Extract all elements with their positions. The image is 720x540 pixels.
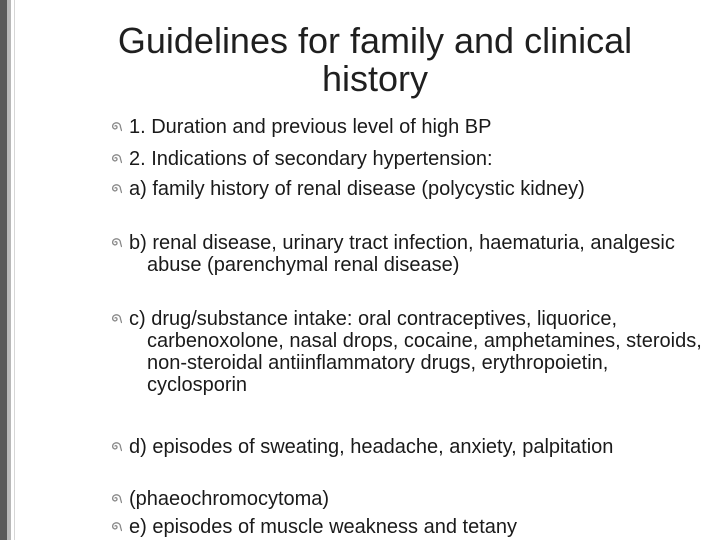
bullet-text: d) episodes of sweating, headache, anxiety, palpitation bbox=[129, 436, 614, 458]
swirl-bullet-icon bbox=[110, 441, 122, 453]
bullet-item bbox=[129, 232, 709, 276]
bullet-text: (phaeochromocytoma) bbox=[129, 488, 330, 510]
bullet-text: 1. Duration and previous level of high BP bbox=[129, 116, 492, 138]
bullet-item bbox=[129, 436, 709, 458]
frame-bar-dark bbox=[0, 0, 7, 540]
swirl-bullet-icon bbox=[110, 493, 122, 505]
bullet-item bbox=[129, 178, 709, 200]
bullet-text: c) drug/substance intake: oral contraceptives, liquorice, carbenoxolone, nasal drops, cocaine, amphetamines, steroids, non-steroidal antiinflammatory drugs, erythropoietin, cyclosporin bbox=[129, 308, 702, 396]
swirl-bullet-icon bbox=[110, 313, 122, 325]
slide-title: Guidelines for family and clinical history bbox=[117, 20, 633, 99]
swirl-bullet-icon bbox=[110, 237, 122, 249]
swirl-bullet-icon bbox=[110, 521, 122, 533]
frame-bar-line bbox=[14, 0, 15, 540]
frame-bar-light bbox=[7, 0, 11, 540]
bullet-text: 2. Indications of secondary hypertension: bbox=[129, 148, 493, 170]
bullet-item bbox=[129, 116, 709, 138]
bullet-text: e) episodes of muscle weakness and tetany bbox=[129, 516, 517, 538]
swirl-bullet-icon bbox=[110, 183, 122, 195]
bullet-text: a) family history of renal disease (polycystic kidney) bbox=[129, 178, 585, 200]
bullet-item bbox=[129, 516, 709, 538]
swirl-bullet-icon bbox=[110, 153, 122, 165]
bullet-item bbox=[129, 488, 709, 510]
swirl-bullet-icon bbox=[110, 121, 122, 133]
bullet-text: b) renal disease, urinary tract infection, haematuria, analgesic abuse (parenchymal renal disease) bbox=[129, 232, 675, 276]
bullet-item bbox=[129, 308, 709, 396]
bullet-item bbox=[129, 148, 709, 170]
